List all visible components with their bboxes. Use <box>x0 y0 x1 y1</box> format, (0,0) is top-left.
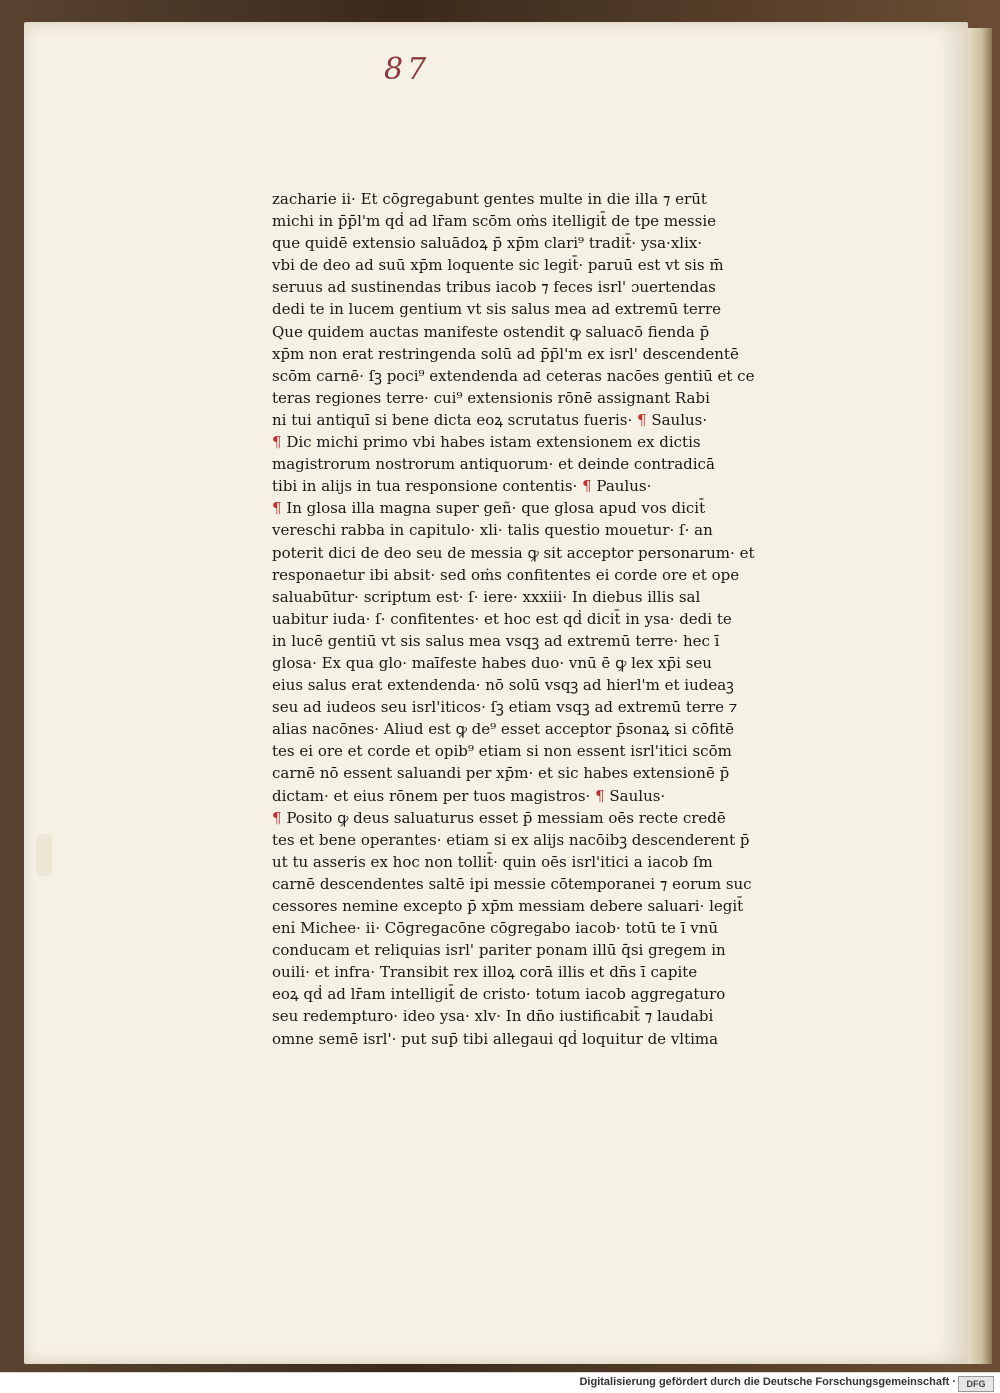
paper-tear <box>36 834 52 876</box>
text-line: vbi de deo ad suū xp̄m loquente sic legit̄· paruū est vt sis m̄ <box>272 256 724 275</box>
text-line: tibi in alijs in tua responsione contentis· ¶ Paulus· <box>272 477 652 496</box>
text-line: uabitur iuda· ſ· confitentes· et hoc est qḋ dicit̄ in ysa· dedi te <box>272 609 732 628</box>
text-line: Que quidem auctas manifeste ostendit ꝙ saluacō fienda p̄ <box>272 322 710 341</box>
text-line: saluabūtur· scriptum est· ſ· iere· xxxiii· In diebus illis sal <box>272 587 701 606</box>
text-line: que quidē extensio saluādoꝝ p̄ xp̄m clari⁹ tradit̄· ysa·xlix· <box>272 234 703 253</box>
text-line: teras regiones terre· cui⁹ extensionis rōnē assignant Rabi <box>272 388 710 407</box>
text-line: seruus ad sustinendas tribus iacob ⁊ feces isrl' ɔuertendas <box>272 278 716 297</box>
text-line: ouili· et infra· Transibit rex illoꝝ corā illis et dn̄s ī capite <box>272 963 698 982</box>
paragraph-mark: ¶ <box>272 808 282 827</box>
paragraph-mark: ¶ <box>272 499 282 518</box>
text-line: seu redempturo· ideo ysa· xlv· In dn̄o iustificabit̄ ⁊ laudabi̇ <box>272 1007 714 1026</box>
dfg-logo: DFG <box>958 1376 994 1392</box>
text-line: poterit dici de deo seu de messia ꝙ sit acceptor personarum· et <box>272 543 755 562</box>
text-line: dictam· et eius rōnem per tuos magistros· ¶ Saulus· <box>272 786 666 805</box>
text-line: zacharie ii· Et cōgregabunt gentes multe in die illa ⁊ erūt <box>272 190 707 208</box>
text-line: eni̇ Michee· ii· Cōgregacōne cōgregabo iacob· totū te ī vnū <box>272 919 719 938</box>
text-line: carnē descendentes saltē ipi messie cōtemporanei ⁊ eorum suc <box>272 874 752 893</box>
footer-bar <box>0 1372 1000 1393</box>
paragraph-mark: ¶ <box>582 477 592 496</box>
text-line: alias nacōnes· Aliud est ꝙ de⁹ esset acceptor p̄sonaꝝ si cōfitē <box>272 720 735 739</box>
footer-credit: Digitalisierung gefördert durch die Deutsche Forschungsgemeinschaft · <box>579 1376 956 1388</box>
text-line: eoꝝ qḋ ad lr̄am intelligit̄ de cristo· totum iacob aggregaturo <box>272 985 726 1004</box>
text-line: eius salus erat extendenda· nō solū vsqꝫ ad hierl'm et iudeaꝫ <box>272 676 734 695</box>
folio-number: 87 <box>384 52 431 87</box>
text-line: xp̄m non erat restringenda solū ad p̄p̄l'm ex isrl' descendentē <box>272 344 739 363</box>
text-line: ni tui antiquī si bene dicta eoꝝ scrutatus fueris· ¶ Saulus· <box>272 410 708 429</box>
paragraph-mark: ¶ <box>637 410 647 429</box>
text-block <box>272 188 802 1050</box>
text-line: ¶ Dic michi primo vbi habes istam extensionem ex dictis <box>272 433 701 452</box>
paragraph-mark: ¶ <box>595 786 605 805</box>
paragraph-mark: ¶ <box>272 433 282 452</box>
text-line: tes et bene operantes· etiam si ex alijs nacōibꝫ descenderent p̄ <box>272 830 750 849</box>
text-line: ¶ In glosa illa magna super geñ· que glosa apud vos dicit̄ <box>272 499 706 518</box>
text-line: cessores nemine excepto p̄ xp̄m messiam debere saluari· legit̄ <box>272 897 744 915</box>
text-line: scōm carnē· ſꝫ poci⁹ extendenda ad ceteras nacōes gentiū et ce <box>272 366 755 385</box>
text-line: glosa· Ex qua glo· maīfeste habes duo· vnū ē ꝙ lex xp̄i seu <box>272 653 712 672</box>
text-line: michi in p̄p̄l'm qḋ ad lr̄am scōm oṁs itelligit̄ de tpe messie <box>272 212 717 231</box>
text-line: dedi te in lucem gentium vt sis salus mea ad extremū terre <box>272 300 721 319</box>
text-line: ut tu asseris ex hoc non tollit̄· quin oēs isrl'itici a iacob ſm <box>272 852 713 871</box>
text-line: conducam et reliquias isrl' pariter ponam illū q̄si gregem in <box>272 941 726 960</box>
text-line: magistrorum nostrorum antiquorum· et deinde contradicā <box>272 455 715 474</box>
text-line: responaetur ibi absit· sed oṁs confitentes ei corde ore et ope <box>272 565 740 584</box>
text-line: seu ad iudeos seu isrl'iticos· ſꝫ etiam vsqꝫ ad extremū terre ⁊ <box>272 698 738 717</box>
text-line: carnē nō essent saluandi per xp̄m· et sic habes extensionē p̄ <box>272 764 730 783</box>
text-line: in lucē gentiū vt sis salus mea vsqꝫ ad extremū terre· hec ī <box>272 631 720 650</box>
text-line: omne semē isrl'· put sup̄ tibi allegaui qḋ loquitur de vltima <box>272 1029 719 1048</box>
text-line: vereschi rabba in capitulo· xli· talis questio mouetur· ſ· an <box>272 521 713 540</box>
page-edge <box>966 28 992 1364</box>
text-line: tes ei ore et corde et opib⁹ etiam si non essent isrl'itici scōm <box>272 742 732 761</box>
text-line: ¶ Posito ꝙ deus saluaturus esset p̄ messiam oēs recte credē <box>272 808 726 827</box>
